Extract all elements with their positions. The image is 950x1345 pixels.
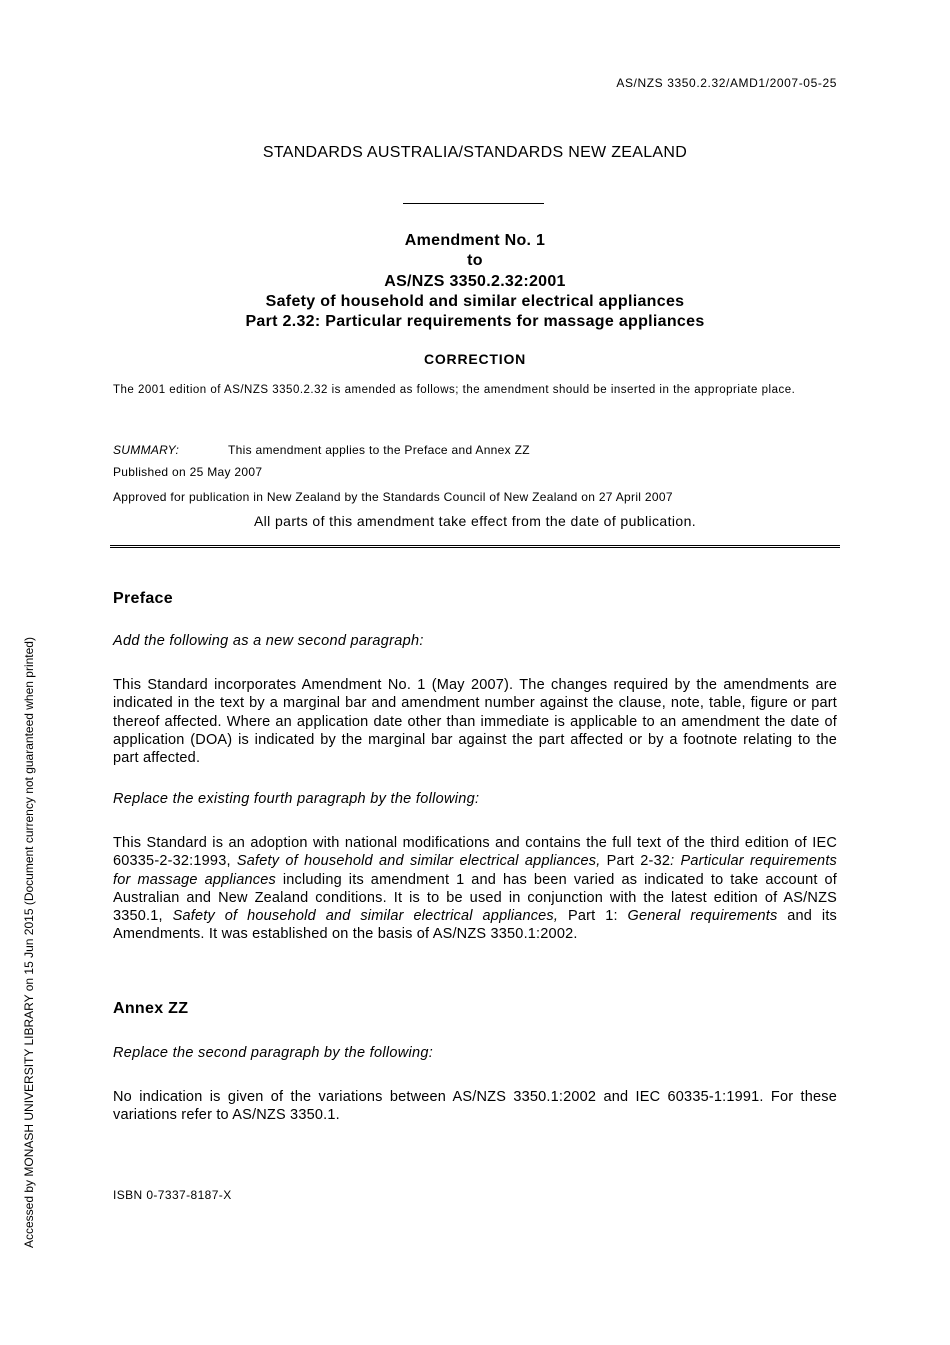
title-line-subject: Safety of household and similar electrical appliances xyxy=(265,292,685,310)
organization-name: STANDARDS AUSTRALIA/STANDARDS NEW ZEALAND xyxy=(262,144,688,161)
p2-text-3: including its amendment 1 and has been varied as indicated to take account of Australian and New Zealand conditions. It is to be used in conjunction with the latest edition of AS/NZS 3350.1, xyxy=(113,871,837,925)
p2-text-4: Part 1: xyxy=(558,908,628,925)
approval-note: Approved for publication in New Zealand by the Standards Council of New Zealand on 27 April 2007 xyxy=(113,490,673,504)
preface-instruction-2: Replace the existing fourth paragraph by the following: xyxy=(113,791,480,807)
annex-paragraph: No indication is given of the variations between AS/NZS 3350.1:2002 and IEC 60335-1:1991. For these variations refer to AS/NZS 3350.1. xyxy=(113,1089,837,1124)
annex-heading: Annex ZZ xyxy=(113,1000,189,1017)
p2-title-1: Safety of household and similar electrical appliances, xyxy=(236,853,601,870)
summary-row xyxy=(113,443,530,457)
correction-label: CORRECTION xyxy=(423,351,527,367)
title-divider xyxy=(403,203,544,204)
p2-title-4: General requirements xyxy=(627,908,778,925)
title-line-standard: AS/NZS 3350.2.32:2001 xyxy=(384,272,566,290)
summary-label: SUMMARY: xyxy=(113,443,180,457)
p2-title-3: Safety of household and similar electrical appliances, xyxy=(172,908,559,925)
section-divider xyxy=(110,545,840,548)
summary-text: This amendment applies to the Preface and Annex ZZ xyxy=(228,443,530,457)
amendment-title xyxy=(0,231,950,332)
isbn: ISBN 0-7337-8187-X xyxy=(113,1188,232,1202)
annex-section xyxy=(113,1000,188,1018)
p2-text-2: Part 2-32 xyxy=(600,853,671,870)
preface-section xyxy=(113,590,173,608)
preface-instruction-1: Add the following as a new second paragraph: xyxy=(113,633,424,649)
preface-paragraph-2 xyxy=(113,834,837,944)
title-line-amendment: Amendment No. 1 xyxy=(404,232,546,249)
preface-paragraph-1: This Standard incorporates Amendment No. 1 (May 2007). The changes required by the amendments are indicated in the text by a marginal bar and amendment number against the clause, note, table, figure or part thereof affected. Where an application date other than immediate is applicable to an amendment the date of application (DOA) is indicated by the marginal bar against the part affected or by a footnote relating to the part affected. xyxy=(113,677,837,767)
p2-text-1: This Standard is an adoption with national modifications and contains the full text of the third edition of IEC 60335-2-32:1993, xyxy=(113,835,837,870)
document-code: AS/NZS 3350.2.32/AMD1/2007-05-25 xyxy=(616,76,837,90)
title-line-to: to xyxy=(467,252,483,270)
p2-text-5: and its Amendments. It was established on the basis of AS/NZS 3350.1:2002. xyxy=(113,908,837,943)
intro-text: The 2001 edition of AS/NZS 3350.2.32 is amended as follows; the amendment should be inserted in the appropriate place. xyxy=(113,384,796,396)
annex-instruction: Replace the second paragraph by the following: xyxy=(113,1045,434,1061)
title-line-part: Part 2.32: Particular requirements for massage appliances xyxy=(245,313,705,331)
p2-title-2: : Particular requirements for massage appliances xyxy=(113,853,838,888)
effect-note: All parts of this amendment take effect from the date of publication. xyxy=(253,513,697,529)
preface-heading: Preface xyxy=(113,590,173,607)
access-watermark: Accessed by MONASH UNIVERSITY LIBRARY on 15 Jun 2015 (Document currency not guaranteed when printed) xyxy=(22,637,36,1248)
published-date: Published on 25 May 2007 xyxy=(113,465,263,479)
